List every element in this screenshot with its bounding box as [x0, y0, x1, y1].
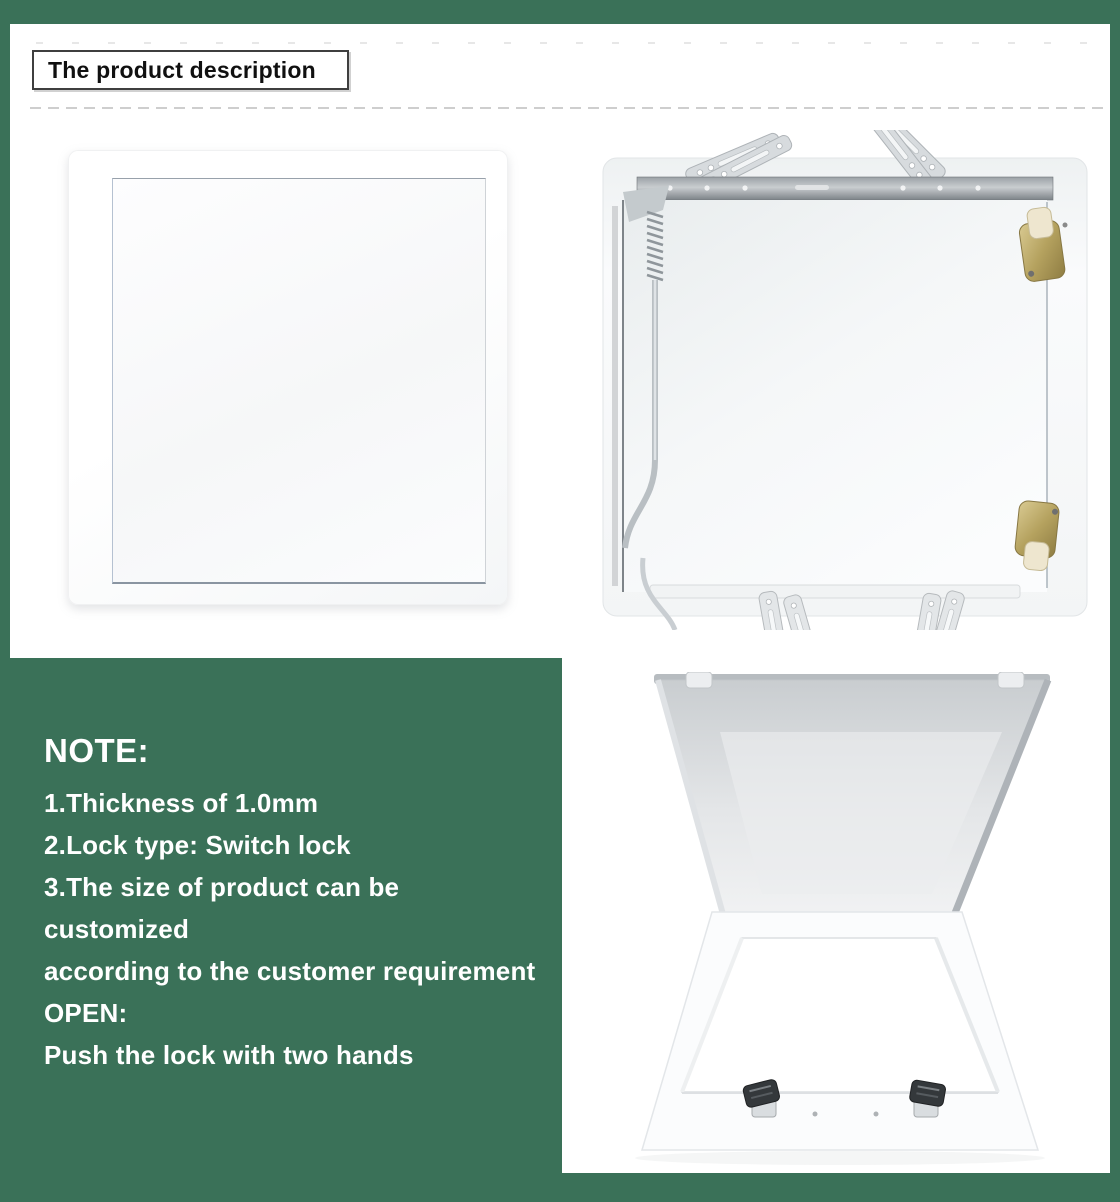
faint-dotted-divider [36, 42, 1098, 44]
open-view-drawing [600, 672, 1080, 1172]
front-view-photo [68, 150, 508, 605]
note-panel [44, 728, 549, 1076]
lid-clip-right [998, 672, 1024, 688]
top-border [0, 0, 1120, 24]
door-gap-shadow [612, 206, 618, 586]
note-line-thickness: 1.Thickness of 1.0mm [44, 788, 319, 818]
lid-clip-left [686, 672, 712, 688]
open-frame [635, 912, 1045, 1165]
note-line-size-2: according to the customer requirement [44, 956, 536, 986]
note-line-push: Push the lock with two hands [44, 1040, 414, 1070]
dashed-divider [30, 107, 1108, 109]
note-line-lock-type: 2.Lock type: Switch lock [44, 830, 351, 860]
back-view-photo [595, 130, 1095, 630]
front-panel-door [112, 178, 486, 584]
note-line-size-1: 3.The size of product can be customized [44, 872, 400, 944]
section-header [32, 50, 349, 90]
back-door-panel [623, 186, 1047, 598]
left-border [0, 24, 10, 658]
open-view-photo [600, 672, 1080, 1172]
section-header-title: The product description [48, 56, 316, 83]
note-heading: NOTE: [44, 732, 150, 769]
back-view-drawing [595, 130, 1095, 630]
hanger-rail [637, 177, 1053, 200]
note-line-open: OPEN: [44, 998, 128, 1028]
open-lid [654, 672, 1050, 926]
right-border [1110, 24, 1120, 1202]
